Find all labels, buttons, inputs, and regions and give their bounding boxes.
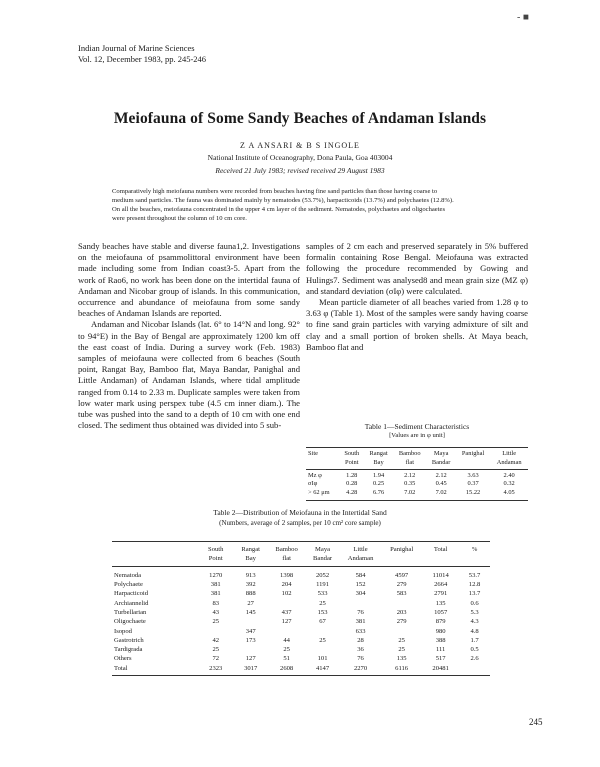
table-cell	[305, 645, 340, 654]
table-cell: 135	[396, 655, 407, 663]
table-cell: 388	[435, 636, 446, 644]
table2-top-rule	[112, 541, 490, 542]
table-cell: 4597	[395, 571, 409, 579]
table-cell	[305, 627, 340, 636]
table-cell: 145	[245, 608, 256, 616]
journal-issue: Vol. 12, December 1983, pp. 245-246	[78, 54, 207, 64]
table-cell: 1270	[209, 571, 223, 579]
table1-header: Little Andaman	[496, 450, 522, 466]
table-cell: 15.22	[465, 488, 481, 496]
table-cell: 11014	[432, 571, 449, 579]
table-row	[112, 589, 490, 598]
table-row	[112, 636, 490, 645]
table2-header: %	[471, 546, 478, 553]
table-cell: Polychaete	[114, 581, 143, 589]
table1-title: Table 1—Sediment Characteristics	[364, 422, 470, 431]
table-cell: 0.5	[470, 646, 479, 654]
table-row	[112, 617, 490, 626]
table-cell: 76	[357, 655, 364, 663]
table1-header: Site	[308, 450, 318, 457]
table-cell: 2.12	[435, 471, 447, 479]
table-cell: 4.8	[470, 627, 479, 635]
table-cell: 67	[319, 618, 326, 626]
table-cell: 2.6	[470, 655, 479, 663]
table-cell: 2052	[315, 571, 330, 579]
table-cell: Gastrotrich	[114, 636, 144, 644]
table-cell: 13.7	[468, 590, 481, 598]
table-cell: 4.3	[470, 618, 479, 626]
table-cell: Total	[114, 664, 128, 672]
table-cell: 0.35	[404, 480, 416, 488]
table2-header: Panighal	[390, 546, 414, 553]
table-cell: 4.28	[346, 488, 358, 496]
table-cell: Nematoda	[114, 571, 142, 579]
table-cell: 101	[317, 655, 328, 663]
table2-header: Total	[433, 546, 448, 553]
table-cell: 72	[212, 655, 220, 663]
table-cell: 517	[435, 655, 446, 663]
table-cell: 2664	[434, 581, 448, 589]
table-cell: 0.6	[470, 599, 479, 607]
table-cell: 25	[319, 636, 326, 644]
table-cell: 12.8	[468, 581, 481, 589]
abstract-line: On all the beaches, meiofauna concentrated in the upper 4 cm layer of the sediment. Nematodes, polychaetes and oligochaetes	[112, 206, 446, 213]
table-cell: Harpacticoid	[114, 590, 149, 598]
table-row	[112, 599, 490, 608]
table-cell: 980	[435, 627, 446, 635]
table-cell: 53.7	[468, 571, 481, 579]
table-cell: 2.40	[503, 471, 515, 479]
table1-header: Rangat Bay	[369, 450, 388, 466]
table-cell: 381	[210, 581, 221, 589]
table-cell: 173	[245, 636, 256, 644]
table-cell	[459, 664, 490, 673]
table-cell: 25	[398, 636, 405, 644]
table-row	[112, 580, 490, 589]
table-cell: 44	[283, 636, 290, 644]
table-cell: 25	[319, 599, 326, 607]
table-cell: 7.02	[435, 488, 447, 496]
table-row	[306, 480, 528, 489]
table-cell: 0.25	[372, 480, 385, 488]
table-cell: 3017	[244, 664, 258, 672]
table-cell: 2270	[353, 664, 368, 672]
table-cell	[340, 599, 381, 608]
table-cell: 381	[355, 618, 366, 626]
corner-mark: - ■	[517, 12, 529, 23]
table1-header-row	[306, 450, 528, 467]
table-cell: 279	[396, 618, 407, 626]
table-cell: 4.05	[503, 488, 515, 496]
table-cell: 76	[357, 608, 364, 616]
table-cell: 3.63	[467, 471, 479, 479]
table-cell: Archiannelid	[114, 599, 149, 607]
table-cell: 0.28	[346, 480, 358, 488]
table-cell: 111	[435, 646, 446, 654]
table2-subtitle: (Numbers, average of 2 samples, per 10 cm² core sample)	[219, 519, 381, 527]
body-paragraph: Andaman and Nicobar Islands (lat. 6° to 14°N and long. 92° to 94°E) in the Bay of Bengal are approximately 1200 km off the east coast of India. During a survey work (Feb. 1983) samples of meiofauna were collected from 6 beaches (South point, Rangat Bay, Bamboo flat, Maya Bandar, Panighal and Little Andaman) of Andaman Islands, where tidal amplitude ranged from 0.14 to 2.33 m. Duplicate samples were taken from low water mark using perspex tube (4.5 cm inner diam.). The tube was pushed into the sand to a depth of 10 cm with one end closed. The sediment thus obtained was divided into 5 sub-	[78, 319, 300, 431]
table-cell: 203	[396, 608, 407, 616]
table-row	[112, 608, 490, 617]
table-cell: 888	[245, 590, 256, 598]
table-cell: 127	[245, 655, 256, 663]
body-paragraph: samples of 2 cm each and preserved separately in 5% buffered formalin containing Rose Bengal. Meiofauna was extracted following the procedure recommended by Gowing and Hulings7. Sediment was analysed8 and mean grain size (MZ φ) and standard deviation (σIφ) were calculated.	[306, 241, 528, 296]
table-cell: 6116	[395, 664, 409, 672]
article-authors: Z A ANSARI & B S INGOLE	[240, 141, 360, 150]
table-cell	[233, 645, 268, 654]
table1-bottom-rule	[306, 500, 528, 501]
table-cell: 25	[212, 618, 220, 626]
table-cell: 392	[245, 581, 256, 589]
table-cell: 153	[317, 608, 328, 616]
table-cell: 27	[247, 599, 254, 607]
table-cell	[381, 599, 422, 608]
table-cell	[233, 617, 268, 626]
article-title: Meiofauna of Some Sandy Beaches of Andaman Islands	[113, 110, 487, 127]
body-paragraph: Sandy beaches have stable and diverse fauna1,2. Investigations on the meiofauna of psammolittoral environment have been made including some from Indian coast3-5. Apart from the work of Rao6, no work has been done on the intertidal fauna of Andaman and Nicobar group of islands. In this communication, occurrence and abundance of meiofauna from some sandy beaches of Andaman Islands are reported.	[78, 241, 300, 319]
table2-bottom-rule	[112, 675, 490, 676]
body-column-left	[78, 241, 300, 431]
table2-header-row	[112, 545, 490, 563]
article-affiliation: National Institute of Oceanography, Dona Paula, Goa 403004	[207, 153, 393, 162]
table-cell: 584	[355, 571, 366, 579]
table-cell: 437	[281, 608, 292, 616]
table1-header: Bamboo flat	[398, 450, 421, 466]
table-row	[112, 571, 490, 580]
table-row	[306, 472, 528, 481]
table-cell: 5.3	[470, 608, 479, 616]
table-cell: Turbellarian	[114, 608, 147, 616]
table-cell	[268, 627, 305, 636]
table-cell: 127	[281, 618, 292, 626]
table1-header: Maya Bandar	[431, 450, 451, 466]
table2-header: Rangat Bay	[241, 546, 260, 562]
table-cell: 347	[245, 627, 256, 635]
table-cell: 879	[435, 618, 446, 626]
table-cell: 1.7	[470, 636, 479, 644]
table-cell: 20481	[432, 664, 449, 672]
table2-header: Maya Bandar	[313, 546, 333, 562]
table-cell: 4147	[315, 664, 330, 672]
table-cell: 36	[357, 646, 364, 654]
table-cell: 0.32	[503, 480, 515, 488]
table-cell: σIφ	[308, 480, 318, 488]
table-cell: 279	[396, 581, 407, 589]
table-cell: 304	[355, 590, 366, 598]
table-cell: 0.37	[467, 480, 479, 488]
table1-header: Panighal	[461, 450, 485, 457]
table-cell: 102	[281, 590, 292, 598]
table-cell: 0.45	[435, 480, 447, 488]
table-cell: 42	[212, 636, 220, 644]
table-row	[306, 489, 528, 498]
table-cell	[381, 627, 422, 636]
abstract-line: Comparatively high meiofauna numbers were recorded from beaches having fine sand particles than those having coarse to	[112, 188, 438, 195]
table-cell: 25	[398, 646, 405, 654]
table-cell: 152	[355, 581, 366, 589]
table1-header-rule	[306, 469, 528, 470]
table-row	[112, 645, 490, 654]
table-row	[112, 664, 490, 673]
table2-header	[112, 545, 198, 563]
body-column-right	[306, 241, 528, 353]
table1	[306, 450, 528, 502]
table2	[112, 545, 490, 676]
table-cell: 1191	[316, 581, 330, 589]
table1-subtitle: [Values are in φ unit]	[389, 432, 445, 439]
table-cell: Mz φ	[308, 471, 322, 479]
abstract	[112, 187, 496, 223]
table-cell: 25	[212, 646, 220, 654]
abstract-line: were present throughout the column of 10 cm core.	[112, 215, 247, 222]
table-cell: Isopod	[114, 627, 132, 635]
table-cell: 51	[283, 655, 290, 663]
table-cell: 1.94	[372, 471, 385, 479]
table-cell: > 62 μm	[308, 488, 330, 496]
table2-header-rule	[112, 566, 490, 567]
table-cell: 1.28	[346, 471, 358, 479]
article-received: Received 21 July 1983; revised received 29 August 1983	[215, 166, 385, 175]
table-cell: 43	[212, 608, 220, 616]
table-cell: Others	[114, 655, 132, 663]
table-row	[112, 654, 490, 663]
table-cell	[268, 599, 305, 608]
table-cell: 83	[212, 599, 220, 607]
table-cell: 28	[357, 636, 364, 644]
table-cell: 533	[317, 590, 328, 598]
table-cell: 913	[245, 571, 256, 579]
table-cell	[198, 627, 233, 636]
table-cell: 2791	[434, 590, 448, 598]
table-row	[112, 627, 490, 636]
journal-name: Indian Journal of Marine Sciences	[78, 43, 195, 53]
table-cell: 1057	[434, 608, 448, 616]
table-cell: 135	[435, 599, 446, 607]
table-cell: Tardigrada	[114, 646, 143, 654]
table-cell: 583	[396, 590, 407, 598]
table2-title: Table 2—Distribution of Meiofauna in the Intertidal Sand	[213, 508, 387, 517]
table-cell: 2608	[280, 664, 294, 672]
abstract-line: medium sand particles. The fauna was dominated mainly by nematodes (53.7%), harpacticoids (13.7%) and polychaetes (12.8%).	[112, 197, 454, 204]
body-paragraph: Mean particle diameter of all beaches varied from 1.28 φ to 3.63 φ (Table 1). Most of the samples were sandy having coarse to fine sand grain particles with varying admixture of silt and clay and a small portion of broken shells. At Maya beach, Bamboo flat and	[306, 297, 528, 352]
table-cell: 7.02	[404, 488, 416, 496]
table-cell: 6.76	[372, 488, 385, 496]
table-cell: 1398	[280, 571, 294, 579]
table2-header: South Point	[208, 546, 224, 562]
table-cell: 2.12	[404, 471, 416, 479]
table-cell: Oligochaete	[114, 618, 146, 626]
table2-header: Little Andaman	[347, 546, 374, 562]
table-cell: 25	[283, 646, 290, 654]
table-cell: 381	[210, 590, 221, 598]
table-cell: 633	[355, 627, 366, 635]
table1-header: South Point	[344, 450, 360, 466]
table2-header: Bamboo flat	[275, 546, 298, 562]
table-cell: 2323	[209, 664, 223, 672]
table-cell: 204	[281, 581, 292, 589]
table1-top-rule	[306, 447, 528, 448]
page-number: 245	[529, 717, 543, 727]
